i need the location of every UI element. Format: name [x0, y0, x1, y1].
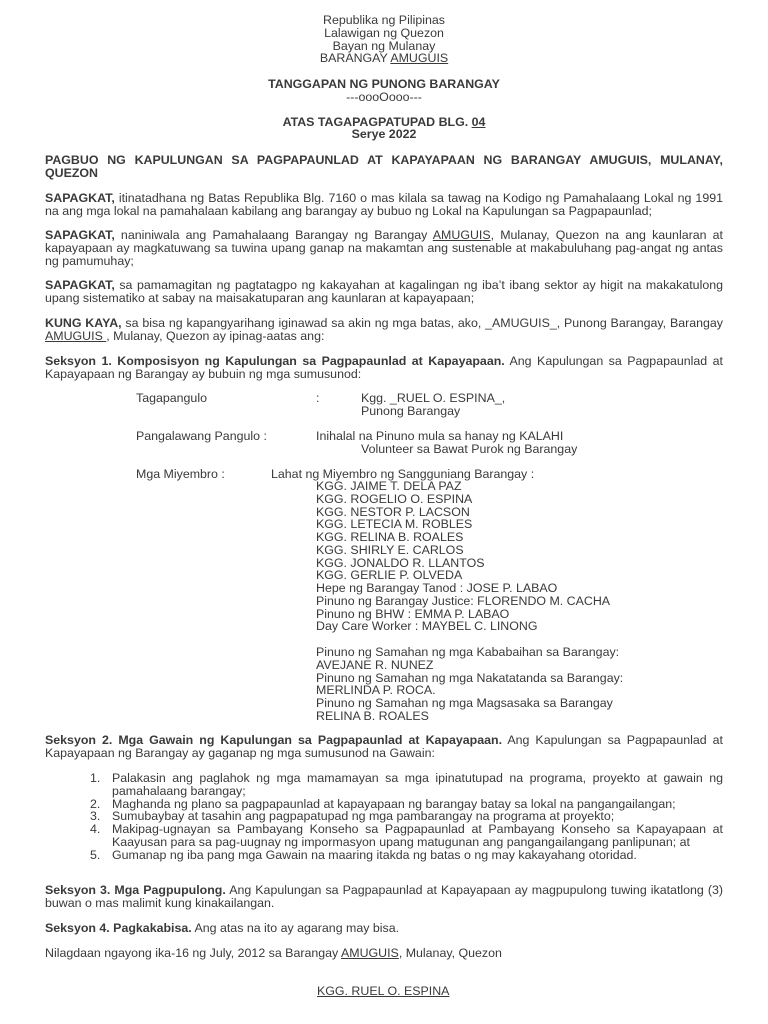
list-item: KGG. GERLIE P. OLVEDA — [316, 568, 463, 583]
section-4 — [45, 922, 723, 935]
task-text: Gumanap ng iba pang mga Gawain na maaring itakda ng batas o ng may kakayahang otoridad. — [112, 847, 637, 862]
barangay-name-inline: AMUGUIS — [340, 946, 399, 960]
list-item: AVEJANE R. NUNEZ — [316, 657, 434, 672]
whereas-1 — [45, 192, 723, 218]
section-2-heading: Seksyon 2. Mga Gawain ng Kapulungan sa Pagpapaunlad at Kapayapaan. — [45, 733, 503, 747]
header-republic: Republika ng Pilipinas — [323, 13, 445, 27]
list-item: Pinuno ng Samahan ng mga Nakatatanda sa Barangay: — [316, 670, 624, 685]
section-4-text: Ang atas na ito ay agarang may bisa. — [191, 921, 400, 935]
tasks-list — [45, 772, 723, 862]
order-prefix: ATAS TAGAPAGPATUPAD BLG. — [282, 115, 472, 129]
whereas-lead: SAPAGKAT, — [45, 228, 115, 242]
list-item: KGG. RELINA B. ROALES — [316, 530, 464, 544]
barangay-name-inline: AMUGUIS — [432, 228, 491, 242]
list-item — [45, 772, 723, 798]
list-item: Pinuno ng Samahan ng mga Kababaihan sa Barangay: — [316, 645, 620, 659]
task-text: Sumubaybay at tasahin ang pagpapatupad ng mga pambarangay na programa at proyekto; — [112, 809, 615, 824]
section-2 — [45, 734, 723, 760]
whereas-lead: SAPAGKAT, — [45, 278, 115, 292]
barangay-name: AMUGUIS — [390, 51, 449, 66]
section-3 — [45, 884, 723, 910]
section-1-heading: Seksyon 1. Komposisyon ng Kapulungan sa Pagpapaunlad at Kapayapaan. — [45, 354, 505, 368]
vice-label: Pangalawang Pangulo : — [136, 429, 267, 443]
list-item — [45, 849, 723, 862]
whereas-text: sa pamamagitan ng pagtatagpo ng kakayahan at kagalingan ng iba’t ibang sektor ay higit na makakatulong upang sistematiko at sabay na maisakatuparan ang kaunlaran at kapayapaan; — [45, 278, 723, 305]
whereas-text: naniniwala ang Pamahalaang Barangay ng Barangay — [114, 228, 433, 242]
signed-text: Nilagdaan ngayong ika-16 ng July, 2012 sa Barangay — [45, 946, 341, 960]
therefore-text-post: , Mulanay, Quezon ay ipinag-aatas ang: — [106, 328, 325, 343]
barangay-prefix: BARANGAY — [319, 51, 391, 66]
header-municipality: Bayan ng Mulanay — [332, 38, 436, 53]
section-1 — [45, 355, 723, 381]
list-item: RELINA B. ROALES — [316, 708, 429, 723]
whereas-text-post: , Mulanay, Quezon na ang kaunlaran at kapayapaan ay magkatuwang sa tuwina upang ganap na makamtan ang sustenable at makabuluhang pag-angat ng antas ng pamumuhay; — [45, 228, 723, 268]
chair-name: Kgg. _RUEL O. ESPINA_, — [361, 391, 506, 405]
list-item: KGG. LETECIA M. ROBLES — [316, 517, 473, 532]
order-number: 04 — [471, 115, 486, 129]
office-title: TANGGAPAN NG PUNONG BARANGAY — [268, 77, 500, 91]
section-3-heading: Seksyon 3. Mga Pagpupulong. — [45, 883, 226, 897]
list-item: KGG. JONALDO R. LLANTOS — [316, 555, 485, 570]
signed-text-post: , Mulanay, Quezon — [398, 946, 502, 960]
list-item: MERLINDA P. ROCA. — [316, 683, 436, 698]
task-number: 3. — [90, 809, 101, 824]
members-list — [316, 480, 610, 633]
list-item: KGG. ROGELIO O. ESPINA — [316, 491, 473, 506]
section-3-text: Ang Kapulungan sa Pagpapaunlad at Kapayapaan ay magpupulong tuwing ikatatlong (3) buwan o mas malimit kung kinakailangan. — [45, 883, 724, 910]
signatory-name: KGG. RUEL O. ESPINA — [317, 984, 450, 998]
task-number: 2. — [90, 796, 101, 811]
order-series: Serye 2022 — [351, 127, 417, 141]
therefore-lead: KUNG KAYA, — [45, 316, 122, 330]
task-number: 5. — [90, 847, 101, 862]
header-province: Lalawigan ng Quezon — [324, 25, 444, 40]
document-header — [0, 14, 768, 65]
other-members-list — [316, 646, 623, 723]
members-label: Mga Miyembro : — [136, 467, 225, 481]
list-item: Pinuno ng Barangay Justice: FLORENDO M. CACHA — [316, 593, 611, 608]
members-intro: Lahat ng Miyembro ng Sangguniang Barangay : — [271, 467, 535, 481]
list-item: KGG. JAIME T. DELA PAZ — [316, 479, 462, 493]
chair-label: Tagapangulo — [136, 391, 207, 405]
task-number: 1. — [90, 771, 101, 785]
whereas-lead: SAPAGKAT, — [45, 191, 115, 205]
section-1-text: Ang Kapulungan sa Pagpapaunlad at Kapayapaan ng Barangay ay bubuin ng mga sumusunod: — [45, 354, 723, 381]
list-item: Pinuno ng Samahan ng mga Magsasaka sa Barangay — [316, 696, 613, 710]
list-item: Pinuno ng BHW : EMMA P. LABAO — [316, 606, 510, 621]
whereas-2 — [45, 229, 723, 267]
list-item: Day Care Worker : MAYBEL C. LINONG — [316, 619, 538, 634]
section-4-heading: Seksyon 4. Pagkakabisa. — [45, 921, 192, 935]
vice-line-1: Inihalal na Pinuno mula sa hanay ng KALAHI — [316, 429, 564, 443]
task-number: 4. — [90, 822, 101, 837]
therefore-text: sa bisa ng kapangyarihang iginawad sa akin ng mga batas, ako, _AMUGUIS_, Punong Barangay, Barangay — [121, 316, 723, 330]
document-title: PAGBUO NG KAPULUNGAN SA PAGPAPAUNLAD AT KAPAYAPAAN NG BARANGAY AMUGUIS, MULANAY, QUEZON — [45, 153, 723, 180]
list-item: Hepe ng Barangay Tanod : JOSE P. LABAO — [316, 581, 558, 595]
therefore-clause — [45, 317, 723, 343]
whereas-text: itinatadhana ng Batas Republika Blg. 7160 o mas kilala sa tawag na Kodigo ng Pamahalaang Lokal ng 1991 na ang mga lokal na pamahalaan kabilang ang barangay ay bubuo ng Lokal na Kapulungan sa Pagpapaunlad; — [45, 191, 723, 218]
task-text: Makipag-ugnayan sa Pambayang Konseho sa Pagpapaunlad at Pambayang Konseho sa Kapayapaan at Kaayusan para sa pag-uugnay ng impormasyon upang matugunan ang pangangailangang panlipunan; at — [112, 822, 723, 849]
list-item: KGG. SHIRLY E. CARLOS — [316, 542, 464, 557]
header-divider: ---oooOooo--- — [346, 90, 422, 104]
section-2-text: Ang Kapulungan sa Pagpapaunlad at Kapayapaan ng Barangay ay gaganap ng mga sumusunod na Gawain: — [45, 733, 723, 760]
list-item: KGG. NESTOR P. LACSON — [316, 504, 470, 519]
task-text: Maghanda ng plano sa pagpapaunlad at kapayapaan ng barangay batay sa lokal na pangangailangan; — [112, 796, 676, 811]
chair-title: Punong Barangay — [361, 404, 461, 418]
signed-line — [45, 947, 723, 960]
chair-colon: : — [316, 391, 320, 405]
barangay-name-inline: AMUGUIS — [45, 328, 107, 343]
list-item — [45, 823, 723, 849]
task-text: Palakasin ang paglahok ng mga mamamayan sa mga ipinatutupad na programa, proyekto at gawain ng pamahalaang barangay; — [112, 771, 723, 798]
header-barangay — [0, 52, 768, 65]
whereas-3 — [45, 279, 723, 305]
vice-line-2: Volunteer sa Bawat Purok ng Barangay — [361, 442, 578, 456]
